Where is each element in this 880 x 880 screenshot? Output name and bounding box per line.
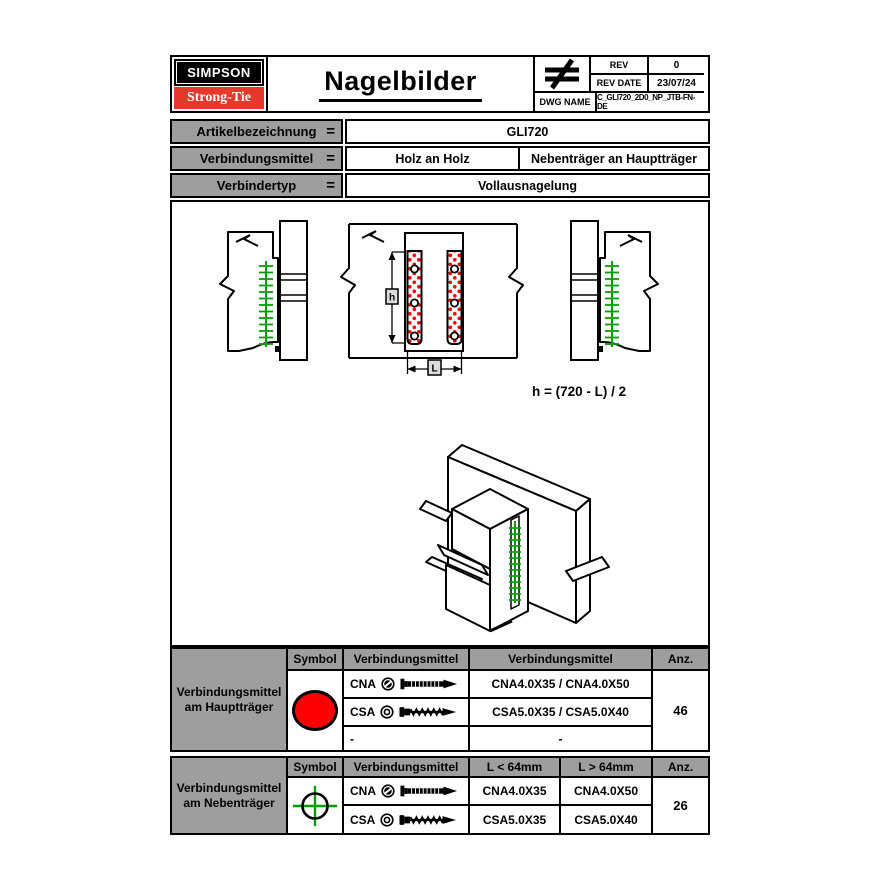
col-header-symbol: Symbol	[288, 758, 344, 778]
fastener-table-main-beam	[170, 647, 710, 752]
sheet-title-cell	[268, 57, 533, 111]
dimension-formula: h = (720 - L) / 2	[532, 384, 627, 399]
article-designation-value: GLI720	[506, 124, 549, 139]
table-row-label: Verbindungsmittel am Nebenträger	[172, 758, 288, 833]
table-row-label: Verbindungsmittel am Hauptträger	[172, 649, 288, 750]
title-block	[170, 55, 710, 113]
dwg-name-label: DWG NAME	[535, 93, 597, 111]
company-logo	[172, 57, 268, 111]
csa-screw-icon	[399, 813, 457, 827]
secondary-beam-symbol-cell	[288, 778, 344, 833]
rev-date-value: 23/07/24	[649, 75, 704, 93]
revision-block	[533, 57, 708, 111]
cna-head-icon	[381, 784, 395, 798]
fastener-value-long: CNA4.0X50	[561, 778, 653, 806]
fastener-value: CNA4.0X35 / CNA4.0X50	[470, 671, 653, 699]
drawing-area	[170, 200, 710, 647]
dwg-name-value: C_GLI720_2D0_NP_JTB-FN-DE	[597, 93, 704, 111]
col-header-fastener: Verbindungsmittel	[344, 649, 470, 671]
fastener-row-cna: CNA	[344, 778, 470, 806]
side-view-left	[203, 211, 323, 383]
csa-head-icon	[380, 705, 394, 719]
info-value-verbindertyp	[345, 173, 710, 198]
logo-simpson-box	[174, 59, 264, 86]
rev-date-label: REV DATE	[591, 75, 649, 93]
equals-sign: =	[326, 150, 335, 167]
info-value-artikelbezeichnung	[345, 119, 710, 144]
col-header-fastener: Verbindungsmittel	[344, 758, 470, 778]
rev-value: 0	[649, 57, 704, 75]
side-view-right	[555, 211, 675, 383]
col-header-count: Anz.	[653, 758, 708, 778]
info-label-text: Verbindertyp	[216, 178, 297, 193]
red-circle-symbol	[292, 690, 338, 731]
info-label-artikelbezeichnung	[170, 119, 343, 144]
fastener-value-short: CSA5.0X35	[470, 806, 561, 833]
main-beam-symbol-cell	[288, 671, 344, 750]
fastener-value: -	[470, 727, 653, 750]
fastener-table-secondary-beam	[170, 756, 710, 835]
equals-sign: =	[326, 123, 335, 140]
crosshair-symbol	[291, 784, 339, 828]
cna-nail-icon	[400, 677, 458, 691]
isometric-view	[418, 435, 614, 643]
not-equal-icon	[535, 57, 591, 93]
csa-head-icon	[380, 813, 394, 827]
col-header-l-long: L > 64mm	[561, 758, 653, 778]
info-label-text: Artikelbezeichnung	[196, 124, 317, 139]
count-value: 26	[673, 798, 688, 813]
logo-strongtie-text: Strong-Tie	[174, 87, 264, 110]
logo-simpson-text: SIMPSON	[176, 61, 262, 84]
connector-type-value: Vollausnagelung	[477, 178, 578, 193]
col-header-fastener2: Verbindungsmittel	[470, 649, 653, 671]
cna-nail-icon	[400, 784, 458, 798]
col-header-symbol: Symbol	[288, 649, 344, 671]
fastener-row-csa: CSA	[344, 806, 470, 833]
fastener-value-long: CSA5.0X40	[561, 806, 653, 833]
page-title: Nagelbilder	[319, 66, 482, 102]
info-label-verbindungsmittel	[170, 146, 343, 171]
connection-type-value-2: Nebenträger an Hauptträger	[530, 151, 697, 166]
cna-head-icon	[381, 677, 395, 691]
dim-l-label: L	[431, 363, 438, 375]
fastener-row-csa: CSA	[344, 699, 470, 727]
info-value-verbindungsmittel	[345, 146, 710, 171]
fastener-value-short: CNA4.0X35	[470, 778, 561, 806]
info-label-text: Verbindungsmittel	[199, 151, 314, 166]
front-view-nail-pattern	[340, 208, 528, 400]
rev-label: REV	[591, 57, 649, 75]
dim-h-label: h	[388, 292, 396, 304]
break-symbol-icon	[362, 231, 384, 242]
count-value: 46	[673, 703, 688, 718]
col-header-count: Anz.	[653, 649, 708, 671]
fastener-row-empty: -	[344, 727, 470, 750]
connection-type-value-1: Holz an Holz	[347, 148, 520, 169]
fastener-row-cna: CNA	[344, 671, 470, 699]
csa-screw-icon	[399, 705, 457, 719]
equals-sign: =	[326, 177, 335, 194]
header-end-face	[576, 499, 590, 623]
fastener-value: CSA5.0X35 / CSA5.0X40	[470, 699, 653, 727]
info-label-verbindertyp	[170, 173, 343, 198]
col-header-l-short: L < 64mm	[470, 758, 561, 778]
